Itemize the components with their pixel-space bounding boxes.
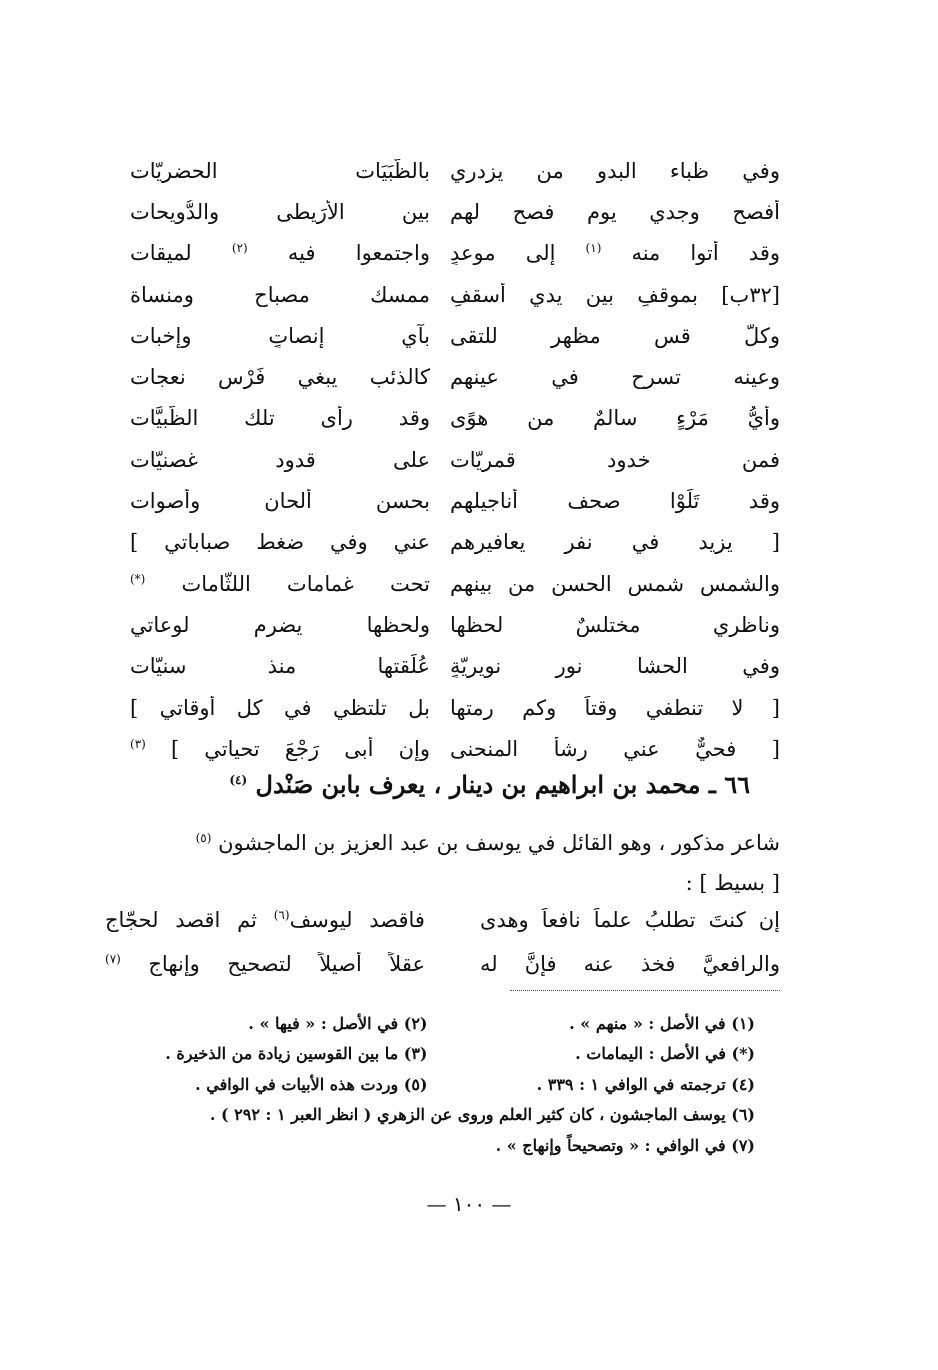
hemistich-second: وقد رأى تلك الظُّبيَّات bbox=[130, 406, 430, 431]
verse-4 bbox=[130, 274, 780, 315]
hemistich-second bbox=[130, 241, 430, 265]
poem-block bbox=[130, 150, 780, 769]
text-part: تحت غمامات اللثّامات bbox=[181, 571, 430, 596]
footnote-row bbox=[100, 1039, 755, 1070]
entry-heading bbox=[150, 770, 750, 799]
footnote: (٦) يوسف الماجشون ، كان كثير العلم وروى عن الزهري ( انظر العبر ١ : ٢٩٢ ) . bbox=[209, 1105, 755, 1125]
footnote-row bbox=[100, 1130, 755, 1161]
verse-7 bbox=[130, 398, 780, 439]
footnote-ref: (٦) bbox=[273, 908, 290, 922]
text-part: إلى موعدٍ bbox=[450, 241, 556, 266]
verse-14 bbox=[130, 687, 780, 728]
footnote-ref: (*) bbox=[130, 571, 146, 586]
footnote-separator bbox=[510, 990, 780, 991]
text-part: وإن أبى رَجْعَ تحياتي ] bbox=[170, 736, 430, 761]
verse-2 bbox=[130, 191, 780, 232]
hemistich-second: عُلِّقتها منذ سنيّات bbox=[130, 654, 430, 679]
hemistich-first: [ فحيٌّ عني رشأ المنحنى bbox=[450, 736, 780, 761]
footnotes bbox=[100, 1008, 755, 1161]
verse-2 bbox=[105, 942, 780, 986]
hemistich-second bbox=[105, 908, 425, 932]
footnote: (*) في الأصل : اليمامات . bbox=[575, 1044, 755, 1064]
verse-1 bbox=[130, 150, 780, 191]
footnote: (٧) في الوافي : « وتصحيحاً وإنهاج » . bbox=[495, 1135, 755, 1155]
footnote: (٥) وردت هذه الأبيات في الوافي . bbox=[195, 1074, 428, 1094]
poem-block-2 bbox=[105, 898, 780, 986]
hemistich-second: بين الأُرَيطى والدُّويحات bbox=[130, 199, 430, 224]
hemistich-first: والرافعيَّ فخذ عنه فإنَّ له bbox=[480, 952, 780, 976]
footnote-ref: (٣) bbox=[130, 736, 146, 751]
hemistich-second: عني وفي ضغط صباباتي ] bbox=[130, 530, 430, 555]
hemistich-first: وأيُّ مَرْءٍ سالمٌ من هوًى bbox=[450, 406, 780, 431]
footnote-row bbox=[100, 1008, 755, 1039]
footnote-ref: (٤) bbox=[229, 773, 248, 787]
hemistich-first: أفصح وجدي يوم فصحٍ لهم bbox=[450, 199, 780, 224]
hemistich-first: وكلٌّ قس مظهر للتقى bbox=[450, 323, 780, 348]
hemistich-second bbox=[130, 572, 430, 596]
footnote-row bbox=[100, 1069, 755, 1100]
verse-11 bbox=[130, 563, 780, 604]
footnote-row bbox=[100, 1100, 755, 1131]
hemistich-first: والشمس شمس الحسن من بينهم bbox=[450, 571, 780, 596]
hemistich-first: إن كنتَ تطلبُ علماً نافعاً وهدى bbox=[480, 908, 780, 932]
hemistich-first: [ لا تنطفي وقتاً وكم رمتها bbox=[450, 695, 780, 720]
footnote: (٢) في الأصل : « فيها » . bbox=[248, 1013, 428, 1033]
text-part: فاقصد ليوسف bbox=[289, 908, 425, 932]
hemistich-second: كالذئب يبغي فَرْس نعجات bbox=[130, 365, 430, 390]
text-part: لميقات bbox=[130, 241, 192, 266]
footnote-ref: (٢) bbox=[231, 241, 248, 256]
hemistich-second bbox=[130, 737, 430, 761]
entry-intro bbox=[110, 818, 780, 903]
footnote: (٤) ترجمته في الوافي ١ : ٣٣٩ . bbox=[536, 1074, 755, 1094]
hemistich-first bbox=[450, 241, 780, 265]
verse-5 bbox=[130, 315, 780, 356]
verse-8 bbox=[130, 439, 780, 480]
hemistich-first: [ يزيد في نفر يعافيرهم bbox=[450, 530, 780, 555]
hemistich-first: [٣٢ب] بموقفٍ بين يدي أسقفٍ bbox=[450, 282, 780, 307]
hemistich-first: وفي الحشا نور نويريّةٍ bbox=[450, 654, 780, 679]
footnote-ref: (٥) bbox=[195, 831, 212, 845]
hemistich-second: بل تلتظي في كل أوقاتي ] bbox=[130, 695, 430, 720]
verse-9 bbox=[130, 480, 780, 521]
page-number: — ١٠٠ — bbox=[426, 1192, 512, 1216]
hemistich-first: وقد تَلَوْا صحف أناجيلهم bbox=[450, 489, 780, 514]
hemistich-first: وعينه تسرح في عينهم bbox=[450, 365, 780, 390]
hemistich-second: بالظَّبَيَات الحضريّات bbox=[130, 158, 430, 183]
intro-line bbox=[110, 818, 780, 863]
entry-title: ٦٦ ـ محمد بن ابراهيم بن دينار ، يعرف بابن صَنْدل bbox=[255, 770, 750, 799]
verse-15 bbox=[130, 728, 780, 769]
verse-12 bbox=[130, 604, 780, 645]
hemistich-second bbox=[105, 952, 425, 976]
footnote: (١) في الأصل : « منهم » . bbox=[569, 1013, 755, 1033]
text-part: واجتمعوا فيه bbox=[287, 241, 430, 266]
text-part: عقلاً أصيلاً لتصحيح وإنهاج bbox=[148, 952, 425, 976]
verse-10 bbox=[130, 522, 780, 563]
text-part: ثم اقصد لحجّاج bbox=[105, 908, 257, 932]
hemistich-first: وفي ظباء البدو من يزدري bbox=[450, 158, 780, 183]
hemistich-second: بآي إنصاتٍ وإخبات bbox=[130, 323, 430, 348]
footnote: (٣) ما بين القوسين زيادة من الذخيرة . bbox=[165, 1044, 428, 1064]
verse-6 bbox=[130, 356, 780, 397]
hemistich-second: ولحظها يضرم لوعاتي bbox=[130, 612, 430, 637]
footnote-ref: (١) bbox=[585, 241, 602, 256]
footnote-ref: (٧) bbox=[105, 952, 121, 966]
text-part: وقد أتوا منه bbox=[631, 241, 780, 266]
hemistich-first: وناظري مختلسٌ لحظها bbox=[450, 612, 780, 637]
meter-label: [ بسيط ] : bbox=[685, 871, 780, 895]
verse-1 bbox=[105, 898, 780, 942]
hemistich-second: ممسك مصباح ومنساة bbox=[130, 282, 430, 307]
hemistich-first: فمن خدود قمريّات bbox=[450, 447, 780, 472]
verse-13 bbox=[130, 646, 780, 687]
hemistich-second: على قدود غصنيّات bbox=[130, 447, 430, 472]
verse-3 bbox=[130, 233, 780, 274]
hemistich-second: بحسن ألحان وأصوات bbox=[130, 489, 430, 514]
intro-text: شاعر مذكور ، وهو القائل في يوسف بن عبد العزيز بن الماجشون bbox=[218, 831, 780, 855]
